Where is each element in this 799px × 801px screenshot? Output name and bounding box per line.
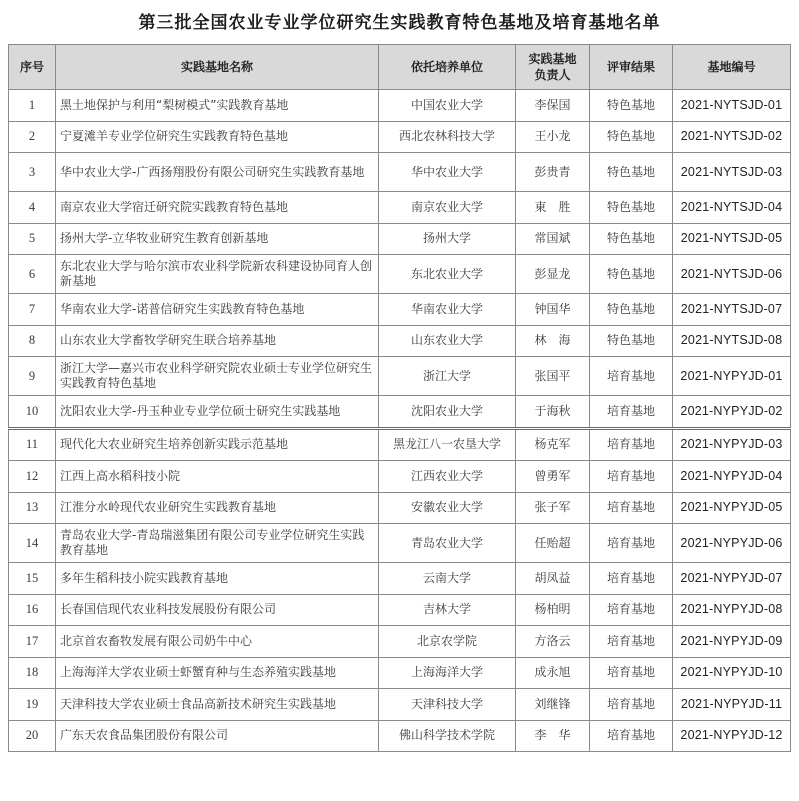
row-index: 10: [9, 396, 56, 429]
base-leader: 胡凤益: [516, 563, 590, 595]
table-row: [9, 689, 791, 721]
base-leader: 李保国: [516, 90, 590, 122]
base-name: 青岛农业大学-青岛瑞滋集团有限公司专业学位研究生实践教育基地: [56, 524, 379, 563]
review-result: 特色基地: [590, 294, 673, 326]
row-index: 4: [9, 192, 56, 224]
review-result: 特色基地: [590, 192, 673, 224]
base-code: 2021-NYPYJD-12: [673, 720, 791, 752]
base-code: 2021-NYTSJD-01: [673, 90, 791, 122]
base-name: 扬州大学-立华牧业研究生教育创新基地: [56, 223, 379, 255]
table-row: [9, 563, 791, 595]
base-name: 华中农业大学-广西扬翔股份有限公司研究生实践教育基地: [56, 153, 379, 192]
base-code: 2021-NYPYJD-10: [673, 657, 791, 689]
base-code: 2021-NYTSJD-04: [673, 192, 791, 224]
base-name: 江西上高水稻科技小院: [56, 461, 379, 493]
base-name: 山东农业大学畜牧学研究生联合培养基地: [56, 325, 379, 357]
table-row: [9, 153, 791, 192]
header-name: 实践基地名称: [56, 45, 379, 90]
page-title: 第三批全国农业专业学位研究生实践教育特色基地及培育基地名单: [138, 13, 661, 33]
review-result: 培育基地: [590, 594, 673, 626]
base-code: 2021-NYTSJD-07: [673, 294, 791, 326]
training-unit: 山东农业大学: [379, 325, 516, 357]
base-code: 2021-NYTSJD-08: [673, 325, 791, 357]
review-result: 特色基地: [590, 325, 673, 357]
row-index: 9: [9, 357, 56, 396]
training-unit: 佛山科学技术学院: [379, 720, 516, 752]
row-index: 16: [9, 594, 56, 626]
review-result: 特色基地: [590, 255, 673, 294]
base-leader: 東 胜: [516, 192, 590, 224]
training-unit: 黑龙江八一农垦大学: [379, 428, 516, 461]
training-unit: 安徽农业大学: [379, 492, 516, 524]
training-unit: 天津科技大学: [379, 689, 516, 721]
training-unit: 沈阳农业大学: [379, 396, 516, 429]
table-row: [9, 461, 791, 493]
base-code: 2021-NYPYJD-08: [673, 594, 791, 626]
base-name: 长春国信现代农业科技发展股份有限公司: [56, 594, 379, 626]
base-name: 沈阳农业大学-丹玉种业专业学位硕士研究生实践基地: [56, 396, 379, 429]
base-list-table: [8, 44, 791, 752]
base-leader: 杨克军: [516, 428, 590, 461]
training-unit: 江西农业大学: [379, 461, 516, 493]
row-index: 12: [9, 461, 56, 493]
header-head: [516, 45, 590, 90]
base-name: 东北农业大学与哈尔滨市农业科学院新农科建设协同育人创新基地: [56, 255, 379, 294]
base-leader: 张子军: [516, 492, 590, 524]
base-leader: 张国平: [516, 357, 590, 396]
review-result: 培育基地: [590, 461, 673, 493]
row-index: 19: [9, 689, 56, 721]
base-code: 2021-NYTSJD-03: [673, 153, 791, 192]
review-result: 培育基地: [590, 689, 673, 721]
row-index: 8: [9, 325, 56, 357]
review-result: 培育基地: [590, 720, 673, 752]
header-code: 基地编号: [673, 45, 791, 90]
base-leader: 钟国华: [516, 294, 590, 326]
training-unit: 吉林大学: [379, 594, 516, 626]
training-unit: 北京农学院: [379, 626, 516, 658]
base-name: 黑土地保护与利用“梨树模式”实践教育基地: [56, 90, 379, 122]
base-leader: 任贻超: [516, 524, 590, 563]
row-index: 5: [9, 223, 56, 255]
table-row: [9, 223, 791, 255]
review-result: 培育基地: [590, 357, 673, 396]
base-leader: 刘继锋: [516, 689, 590, 721]
row-index: 18: [9, 657, 56, 689]
header-unit: 依托培养单位: [379, 45, 516, 90]
base-name: 江淮分水岭现代农业研究生实践教育基地: [56, 492, 379, 524]
base-code: 2021-NYTSJD-05: [673, 223, 791, 255]
base-code: 2021-NYPYJD-09: [673, 626, 791, 658]
base-leader: 成永旭: [516, 657, 590, 689]
table-row: [9, 428, 791, 461]
review-result: 培育基地: [590, 524, 673, 563]
table-row: [9, 524, 791, 563]
table-row: [9, 626, 791, 658]
header-idx: 序号: [9, 45, 56, 90]
row-index: 17: [9, 626, 56, 658]
base-name: 上海海洋大学农业硕士虾蟹育种与生态养殖实践基地: [56, 657, 379, 689]
table-header-row: [9, 45, 791, 90]
table-row: [9, 657, 791, 689]
base-name: 北京首农畜牧发展有限公司奶牛中心: [56, 626, 379, 658]
base-code: 2021-NYPYJD-01: [673, 357, 791, 396]
row-index: 15: [9, 563, 56, 595]
table-row: [9, 121, 791, 153]
table-row: [9, 594, 791, 626]
base-name: 天津科技大学农业硕士食品高新技术研究生实践基地: [56, 689, 379, 721]
base-code: 2021-NYPYJD-04: [673, 461, 791, 493]
base-code: 2021-NYTSJD-02: [673, 121, 791, 153]
row-index: 6: [9, 255, 56, 294]
review-result: 特色基地: [590, 223, 673, 255]
table-row: [9, 192, 791, 224]
review-result: 培育基地: [590, 396, 673, 429]
row-index: 7: [9, 294, 56, 326]
base-name: 宁夏滩羊专业学位研究生实践教育特色基地: [56, 121, 379, 153]
base-code: 2021-NYTSJD-06: [673, 255, 791, 294]
training-unit: 华中农业大学: [379, 153, 516, 192]
training-unit: 华南农业大学: [379, 294, 516, 326]
training-unit: 云南大学: [379, 563, 516, 595]
base-leader: 彭贵青: [516, 153, 590, 192]
base-name: 华南农业大学-诺普信研究生实践教育特色基地: [56, 294, 379, 326]
row-index: 14: [9, 524, 56, 563]
base-leader: 于海秋: [516, 396, 590, 429]
base-name: 浙江大学—嘉兴市农业科学研究院农业硕士专业学位研究生实践教育特色基地: [56, 357, 379, 396]
base-code: 2021-NYPYJD-11: [673, 689, 791, 721]
training-unit: 东北农业大学: [379, 255, 516, 294]
table-row: [9, 492, 791, 524]
row-index: 13: [9, 492, 56, 524]
base-leader: 常国斌: [516, 223, 590, 255]
training-unit: 南京农业大学: [379, 192, 516, 224]
table-row: [9, 325, 791, 357]
header-result: 评审结果: [590, 45, 673, 90]
row-index: 2: [9, 121, 56, 153]
row-index: 1: [9, 90, 56, 122]
review-result: 培育基地: [590, 626, 673, 658]
base-name: 现代化大农业研究生培养创新实践示范基地: [56, 428, 379, 461]
row-index: 20: [9, 720, 56, 752]
review-result: 培育基地: [590, 492, 673, 524]
training-unit: 浙江大学: [379, 357, 516, 396]
table-row: [9, 294, 791, 326]
base-code: 2021-NYPYJD-06: [673, 524, 791, 563]
review-result: 特色基地: [590, 121, 673, 153]
base-leader: 林 海: [516, 325, 590, 357]
base-leader: 彭显龙: [516, 255, 590, 294]
base-name: 多年生稻科技小院实践教育基地: [56, 563, 379, 595]
base-name: 南京农业大学宿迁研究院实践教育特色基地: [56, 192, 379, 224]
review-result: 特色基地: [590, 90, 673, 122]
training-unit: 上海海洋大学: [379, 657, 516, 689]
training-unit: 扬州大学: [379, 223, 516, 255]
base-code: 2021-NYPYJD-05: [673, 492, 791, 524]
row-index: 11: [9, 428, 56, 461]
review-result: 培育基地: [590, 428, 673, 461]
base-leader: 李 华: [516, 720, 590, 752]
table-row: [9, 357, 791, 396]
base-leader: 杨柏明: [516, 594, 590, 626]
base-code: 2021-NYPYJD-07: [673, 563, 791, 595]
base-name: 广东天农食品集团股份有限公司: [56, 720, 379, 752]
base-leader: 王小龙: [516, 121, 590, 153]
training-unit: 西北农林科技大学: [379, 121, 516, 153]
training-unit: 中国农业大学: [379, 90, 516, 122]
review-result: 培育基地: [590, 563, 673, 595]
base-code: 2021-NYPYJD-03: [673, 428, 791, 461]
table-row: [9, 720, 791, 752]
header-head-text: 实践基地 负责人: [528, 52, 577, 82]
row-index: 3: [9, 153, 56, 192]
base-leader: 曾勇军: [516, 461, 590, 493]
table-row: [9, 396, 791, 429]
training-unit: 青岛农业大学: [379, 524, 516, 563]
review-result: 特色基地: [590, 153, 673, 192]
base-code: 2021-NYPYJD-02: [673, 396, 791, 429]
review-result: 培育基地: [590, 657, 673, 689]
table-row: [9, 90, 791, 122]
base-leader: 方洛云: [516, 626, 590, 658]
table-row: [9, 255, 791, 294]
